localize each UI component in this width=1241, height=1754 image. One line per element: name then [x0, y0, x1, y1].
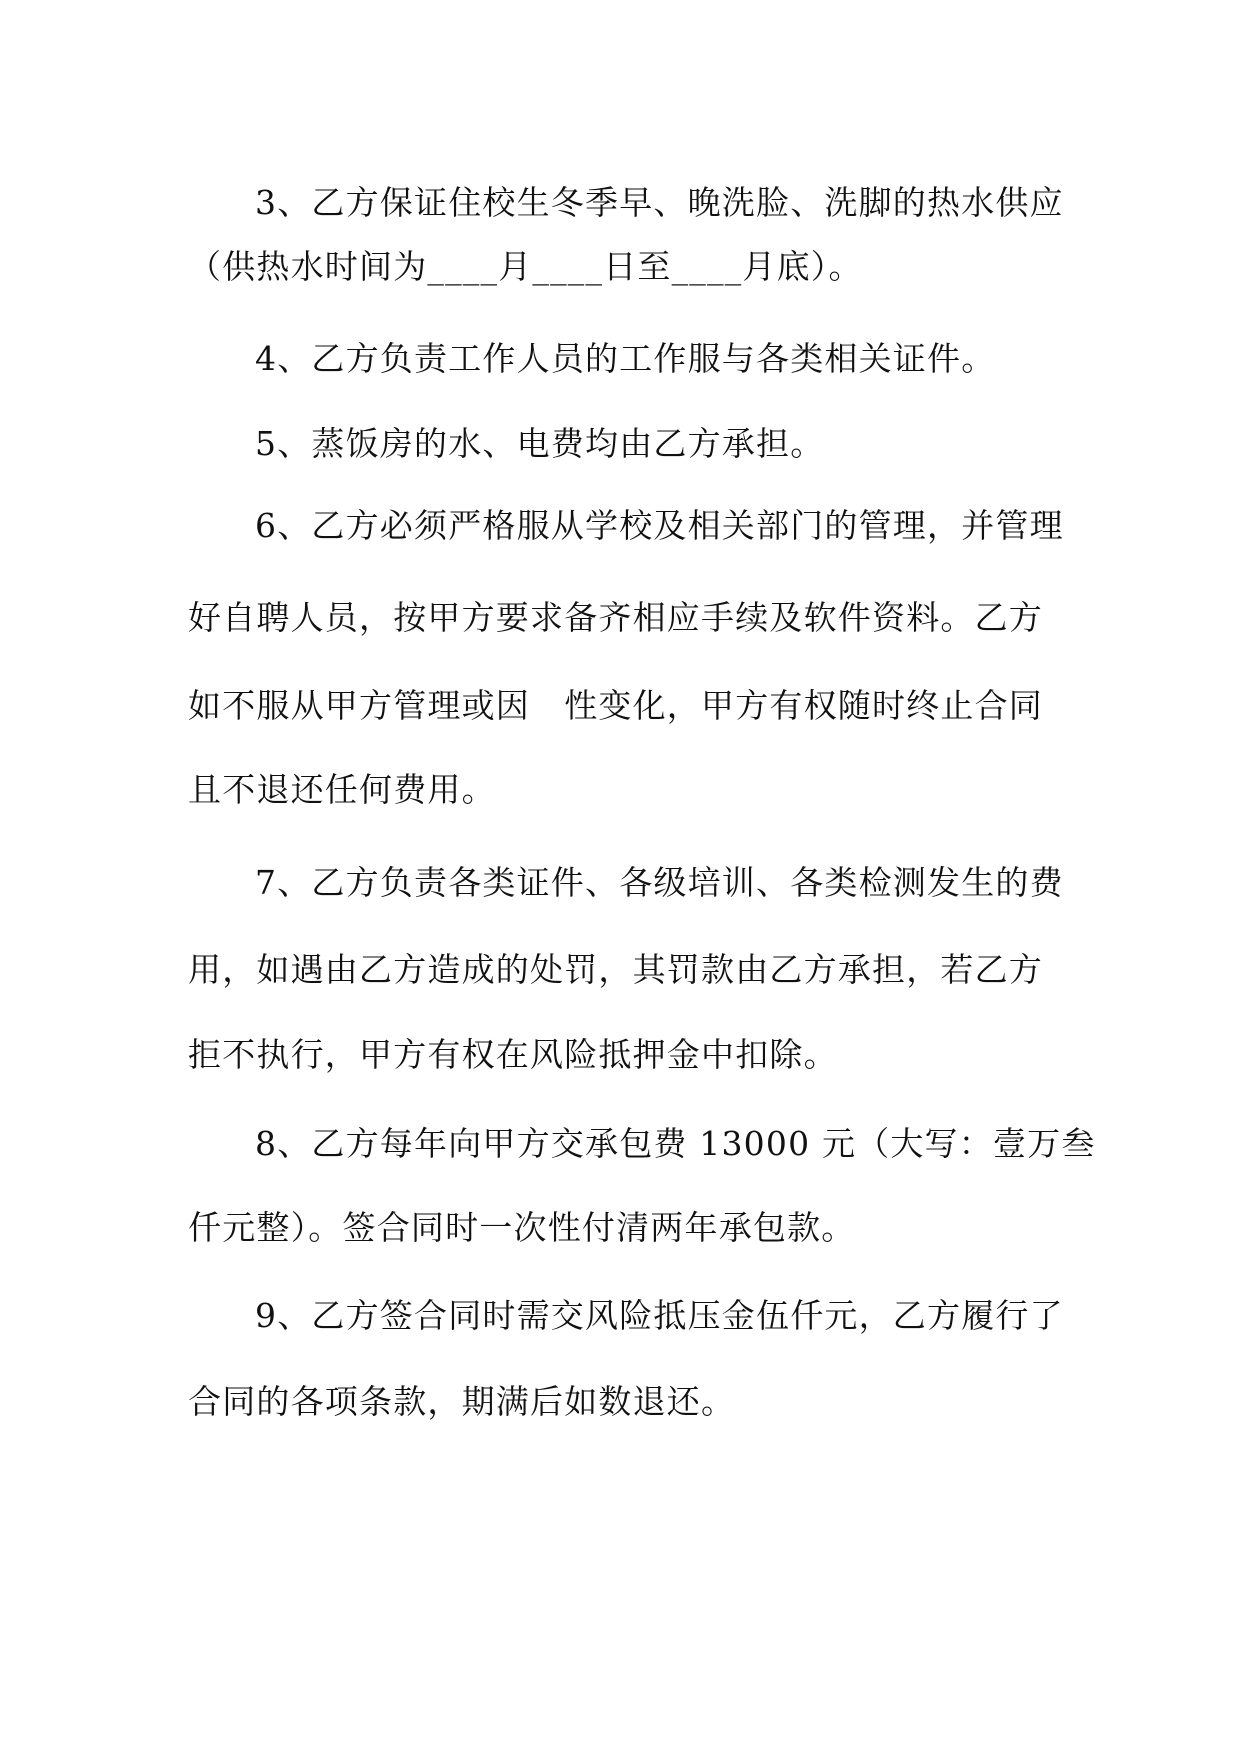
clause-6-line-4: 且不退还任何费用。 — [188, 770, 496, 809]
clause-5-line-1: 5、蒸饭房的水、电费均由乙方承担。 — [255, 424, 825, 463]
clause-3-line-2: （供热水时间为____月____日至____月底）。 — [188, 247, 863, 286]
clause-8-line-1: 8、乙方每年向甲方交承包费 13000 元（大写：壹万叁 — [255, 1124, 1096, 1163]
clause-7-line-3: 拒不执行，甲方有权在风险抵押金中扣除。 — [188, 1035, 838, 1074]
clause-7-line-1: 7、乙方负责各类证件、各级培训、各类检测发生的费 — [255, 863, 1064, 902]
clause-7-line-2: 用，如遇由乙方造成的处罚，其罚款由乙方承担，若乙方 — [188, 950, 1043, 989]
clause-3-line-1: 3、乙方保证住校生冬季早、晚洗脸、洗脚的热水供应 — [255, 183, 1064, 222]
clause-6-line-2: 好自聘人员，按甲方要求备齐相应手续及软件资料。乙方 — [188, 598, 1043, 637]
clause-6-line-3: 如不服从甲方管理或因 性变化，甲方有权随时终止合同 — [188, 686, 1043, 725]
clause-6-line-1: 6、乙方必须严格服从学校及相关部门的管理，并管理 — [255, 506, 1064, 545]
clause-9-line-1: 9、乙方签合同时需交风险抵压金伍仟元，乙方履行了 — [255, 1296, 1064, 1335]
clause-9-line-2: 合同的各项条款，期满后如数退还。 — [188, 1382, 736, 1421]
clause-4-line-1: 4、乙方负责工作人员的工作服与各类相关证件。 — [255, 339, 996, 378]
clause-8-line-2: 仟元整）。签合同时一次性付清两年承包款。 — [188, 1208, 856, 1247]
